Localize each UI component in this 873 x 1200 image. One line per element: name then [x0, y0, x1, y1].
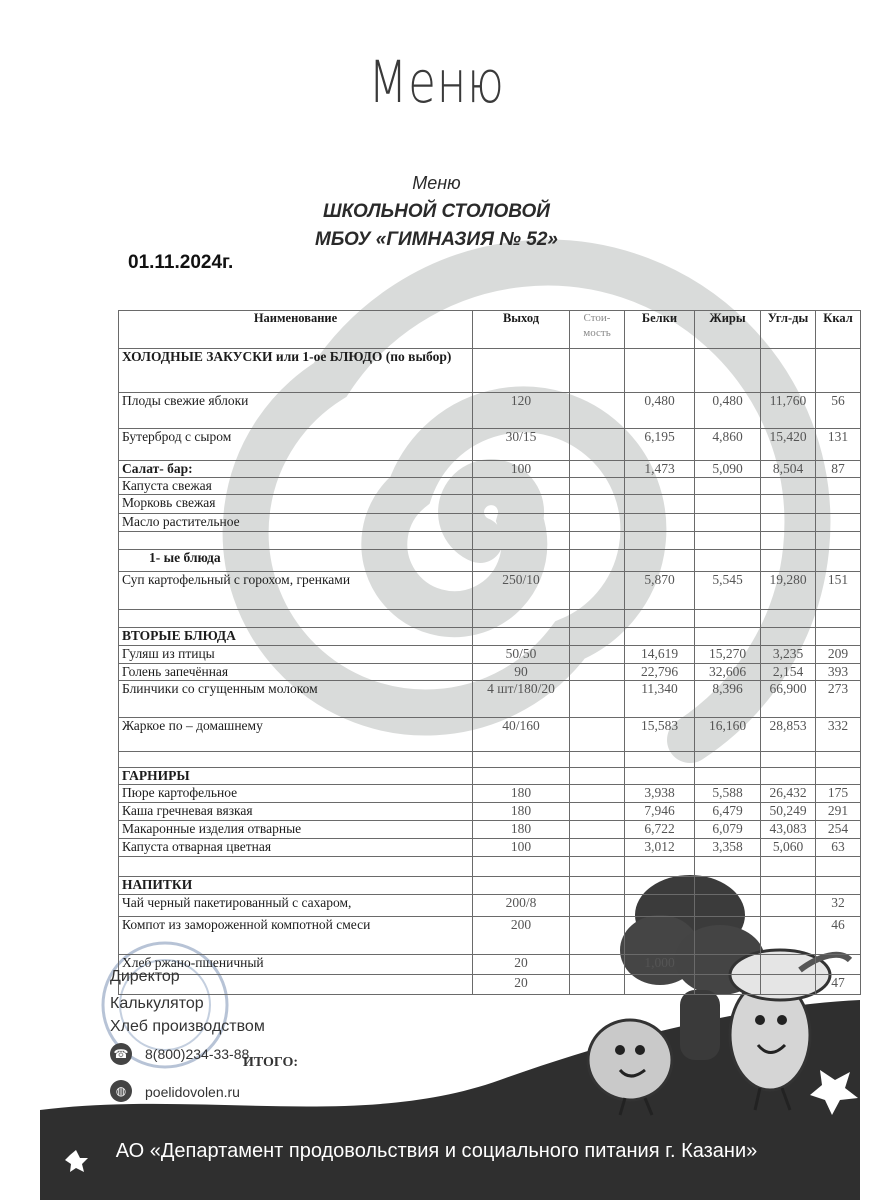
- fat-cell: [695, 532, 761, 550]
- kcal-cell: 131: [816, 429, 861, 461]
- dish-name-cell: Капуста отварная цветная: [119, 839, 473, 857]
- dish-name-cell: Салат- бар:: [119, 461, 473, 478]
- protein-cell: 14,619: [625, 646, 695, 664]
- carbs-cell: [761, 495, 816, 514]
- protein-cell: 22,796: [625, 664, 695, 681]
- dish-name-cell: 1- ые блюда: [119, 550, 473, 572]
- kcal-cell: 56: [816, 393, 861, 429]
- cost-cell: [570, 803, 625, 821]
- cost-cell: [570, 917, 625, 955]
- protein-cell: [625, 478, 695, 495]
- protein-cell: 1,473: [625, 461, 695, 478]
- cost-cell: [570, 877, 625, 895]
- table-row: [119, 495, 861, 514]
- table-row: [119, 514, 861, 532]
- table-row: [119, 821, 861, 839]
- col-cost-header: Стои-мость: [570, 311, 625, 349]
- school-heading: МБОУ «ГИМНАЗИЯ № 52»: [315, 229, 558, 250]
- col-output-header: Выход: [473, 311, 570, 349]
- cost-cell: [570, 610, 625, 628]
- dish-name-cell: Гуляш из птицы: [119, 646, 473, 664]
- table-row: [119, 393, 861, 429]
- kcal-cell: 87: [816, 461, 861, 478]
- carbs-cell: 50,249: [761, 803, 816, 821]
- cost-cell: [570, 857, 625, 877]
- table-row: [119, 664, 861, 681]
- carbs-cell: [761, 610, 816, 628]
- protein-cell: [625, 752, 695, 768]
- fat-cell: [695, 514, 761, 532]
- globe-icon: ◍: [110, 1080, 132, 1102]
- fat-cell: [695, 768, 761, 785]
- cost-cell: [570, 718, 625, 752]
- carbs-cell: 26,432: [761, 785, 816, 803]
- fat-cell: [695, 917, 761, 955]
- table-row: [119, 768, 861, 785]
- table-row: [119, 955, 861, 975]
- protein-cell: 11,340: [625, 681, 695, 718]
- kcal-cell: [816, 495, 861, 514]
- table-row: [119, 917, 861, 955]
- output-cell: [473, 514, 570, 532]
- protein-cell: 6,722: [625, 821, 695, 839]
- output-cell: [473, 857, 570, 877]
- table-row: [119, 550, 861, 572]
- protein-cell: 3,938: [625, 785, 695, 803]
- carbs-cell: [761, 349, 816, 393]
- output-cell: [473, 478, 570, 495]
- kcal-cell: [816, 877, 861, 895]
- table-row: [119, 681, 861, 718]
- kcal-cell: [816, 610, 861, 628]
- fat-cell: [695, 628, 761, 646]
- fat-cell: [695, 877, 761, 895]
- cost-cell: [570, 975, 625, 995]
- cost-cell: [570, 768, 625, 785]
- table-row: [119, 718, 861, 752]
- stamp-calculator: Калькулятор: [110, 995, 204, 1012]
- carbs-cell: [761, 514, 816, 532]
- carbs-cell: 19,280: [761, 572, 816, 610]
- fat-cell: 4,860: [695, 429, 761, 461]
- output-cell: 4 шт/180/20: [473, 681, 570, 718]
- cost-cell: [570, 646, 625, 664]
- phone-icon: ☎: [110, 1043, 132, 1065]
- table-row: [119, 461, 861, 478]
- dish-name-cell: Масло растительное: [119, 514, 473, 532]
- dish-name-cell: Морковь свежая: [119, 495, 473, 514]
- output-cell: [473, 752, 570, 768]
- table-row: [119, 572, 861, 610]
- col-carbs-header: Угл-ды: [761, 311, 816, 349]
- kcal-cell: 32: [816, 895, 861, 917]
- fat-cell: 16,160: [695, 718, 761, 752]
- kcal-cell: 393: [816, 664, 861, 681]
- output-cell: [473, 610, 570, 628]
- output-cell: [473, 768, 570, 785]
- dish-name-cell: Хлеб ржано-пшеничный: [119, 955, 473, 975]
- menu-table: [118, 310, 861, 995]
- carbs-cell: 5,060: [761, 839, 816, 857]
- protein-cell: 5,870: [625, 572, 695, 610]
- fat-cell: 3,358: [695, 839, 761, 857]
- kcal-cell: 254: [816, 821, 861, 839]
- total-label: ИТОГО:: [243, 1055, 299, 1070]
- kcal-cell: [816, 550, 861, 572]
- cost-cell: [570, 478, 625, 495]
- cost-cell: [570, 349, 625, 393]
- dish-name-cell: НАПИТКИ: [119, 877, 473, 895]
- kcal-cell: 273: [816, 681, 861, 718]
- kcal-cell: [816, 857, 861, 877]
- fat-cell: 0,480: [695, 393, 761, 429]
- fat-cell: 5,588: [695, 785, 761, 803]
- output-cell: 20: [473, 975, 570, 995]
- protein-cell: [625, 768, 695, 785]
- fat-cell: [695, 550, 761, 572]
- carbs-cell: 2,154: [761, 664, 816, 681]
- kcal-cell: [816, 768, 861, 785]
- protein-cell: [625, 895, 695, 917]
- fat-cell: [695, 955, 761, 975]
- kcal-cell: 151: [816, 572, 861, 610]
- kcal-cell: 209: [816, 646, 861, 664]
- cost-cell: [570, 628, 625, 646]
- fat-cell: [695, 495, 761, 514]
- table-row: [119, 975, 861, 995]
- carbs-cell: [761, 857, 816, 877]
- fat-cell: 6,479: [695, 803, 761, 821]
- carbs-cell: [761, 955, 816, 975]
- output-cell: 200/8: [473, 895, 570, 917]
- dish-name-cell: Макаронные изделия отварные: [119, 821, 473, 839]
- output-cell: 180: [473, 821, 570, 839]
- kcal-cell: 332: [816, 718, 861, 752]
- carbs-cell: [761, 768, 816, 785]
- protein-cell: 15,583: [625, 718, 695, 752]
- fat-cell: 5,090: [695, 461, 761, 478]
- cost-cell: [570, 752, 625, 768]
- protein-cell: 6,195: [625, 429, 695, 461]
- output-cell: 180: [473, 785, 570, 803]
- output-cell: [473, 495, 570, 514]
- cost-cell: [570, 839, 625, 857]
- dish-name-cell: ВТОРЫЕ БЛЮДА: [119, 628, 473, 646]
- table-row: [119, 532, 861, 550]
- dish-name-cell: ХОЛОДНЫЕ ЗАКУСКИ или 1-ое БЛЮДО (по выбор): [119, 349, 473, 393]
- fat-cell: [695, 478, 761, 495]
- handwritten-title: Меню: [368, 48, 505, 116]
- dish-name-cell: [119, 752, 473, 768]
- carbs-cell: [761, 550, 816, 572]
- carbs-cell: [761, 877, 816, 895]
- kcal-cell: 63: [816, 839, 861, 857]
- dish-name-cell: Блинчики со сгущенным молоком: [119, 681, 473, 718]
- output-cell: 250/10: [473, 572, 570, 610]
- kcal-cell: [816, 955, 861, 975]
- carbs-cell: 66,900: [761, 681, 816, 718]
- dish-name-cell: Плоды свежие яблоки: [119, 393, 473, 429]
- table-row: [119, 803, 861, 821]
- carbs-cell: [761, 975, 816, 995]
- kcal-cell: [816, 752, 861, 768]
- output-cell: 100: [473, 839, 570, 857]
- carbs-cell: [761, 917, 816, 955]
- table-row: [119, 349, 861, 393]
- table-row: [119, 857, 861, 877]
- fat-cell: 6,079: [695, 821, 761, 839]
- protein-cell: [625, 628, 695, 646]
- protein-cell: [625, 857, 695, 877]
- carbs-cell: [761, 895, 816, 917]
- carbs-cell: [761, 532, 816, 550]
- carbs-cell: [761, 628, 816, 646]
- kcal-cell: 175: [816, 785, 861, 803]
- kcal-cell: [816, 349, 861, 393]
- fat-cell: [695, 975, 761, 995]
- output-cell: 100: [473, 461, 570, 478]
- dish-name-cell: Капуста свежая: [119, 478, 473, 495]
- output-cell: [473, 877, 570, 895]
- cost-cell: [570, 681, 625, 718]
- menu-heading: Меню: [412, 173, 461, 193]
- dish-name-cell: [119, 610, 473, 628]
- kcal-cell: 47: [816, 975, 861, 995]
- col-fat-header: Жиры: [695, 311, 761, 349]
- carbs-cell: 11,760: [761, 393, 816, 429]
- protein-cell: [625, 349, 695, 393]
- cost-cell: [570, 550, 625, 572]
- kcal-cell: [816, 514, 861, 532]
- output-cell: [473, 550, 570, 572]
- dish-name-cell: Суп картофельный с горохом, гренками: [119, 572, 473, 610]
- output-cell: 200: [473, 917, 570, 955]
- cost-cell: [570, 429, 625, 461]
- protein-cell: [625, 514, 695, 532]
- table-row: [119, 646, 861, 664]
- kcal-cell: [816, 532, 861, 550]
- table-row: [119, 478, 861, 495]
- protein-cell: [625, 917, 695, 955]
- cost-cell: [570, 895, 625, 917]
- protein-cell: [625, 610, 695, 628]
- canteen-heading: ШКОЛЬНОЙ СТОЛОВОЙ: [323, 201, 550, 222]
- cost-cell: [570, 664, 625, 681]
- fat-cell: [695, 895, 761, 917]
- cost-cell: [570, 514, 625, 532]
- cost-cell: [570, 495, 625, 514]
- stamp-director: Директор: [110, 968, 180, 985]
- fat-cell: 15,270: [695, 646, 761, 664]
- table-header-row: [119, 311, 861, 349]
- dish-name-cell: Бутерброд с сыром: [119, 429, 473, 461]
- protein-cell: 0,480: [625, 393, 695, 429]
- output-cell: [473, 628, 570, 646]
- carbs-cell: 15,420: [761, 429, 816, 461]
- table-row: [119, 429, 861, 461]
- table-row: [119, 839, 861, 857]
- table-row: [119, 895, 861, 917]
- dish-name-cell: [119, 532, 473, 550]
- output-cell: 30/15: [473, 429, 570, 461]
- carbs-cell: 43,083: [761, 821, 816, 839]
- stamp-production: Хлеб производством: [110, 1018, 265, 1035]
- dish-name-cell: ГАРНИРЫ: [119, 768, 473, 785]
- fat-cell: 5,545: [695, 572, 761, 610]
- fat-cell: [695, 857, 761, 877]
- kcal-cell: [816, 478, 861, 495]
- output-cell: 120: [473, 393, 570, 429]
- cost-cell: [570, 532, 625, 550]
- col-name-header: Наименование: [119, 311, 473, 349]
- dish-name-cell: Голень запечённая: [119, 664, 473, 681]
- footer-organization: АО «Департамент продовольствия и социального питания г. Казани»: [115, 1140, 758, 1162]
- cost-cell: [570, 461, 625, 478]
- table-row: [119, 628, 861, 646]
- table-row: [119, 877, 861, 895]
- table-row: [119, 785, 861, 803]
- carbs-cell: [761, 478, 816, 495]
- carbs-cell: 8,504: [761, 461, 816, 478]
- menu-date: 01.11.2024г.: [128, 252, 234, 273]
- dish-name-cell: Чай черный пакетированный с сахаром,: [119, 895, 473, 917]
- cost-cell: [570, 572, 625, 610]
- protein-cell: 3,012: [625, 839, 695, 857]
- col-protein-header: Белки: [625, 311, 695, 349]
- fat-cell: [695, 349, 761, 393]
- cost-cell: [570, 393, 625, 429]
- protein-cell: 1,000: [625, 955, 695, 975]
- carbs-cell: 3,235: [761, 646, 816, 664]
- protein-cell: [625, 877, 695, 895]
- contact-site: poelidovolen.ru: [145, 1084, 240, 1100]
- carbs-cell: 28,853: [761, 718, 816, 752]
- dish-name-cell: Пюре картофельное: [119, 785, 473, 803]
- cost-cell: [570, 955, 625, 975]
- kcal-cell: [816, 628, 861, 646]
- table-row: [119, 610, 861, 628]
- dish-name-cell: Компот из замороженной компотной смеси: [119, 917, 473, 955]
- output-cell: 40/160: [473, 718, 570, 752]
- kcal-cell: 46: [816, 917, 861, 955]
- protein-cell: [625, 532, 695, 550]
- dish-name-cell: Каша гречневая вязкая: [119, 803, 473, 821]
- dish-name-cell: [119, 857, 473, 877]
- protein-cell: [625, 495, 695, 514]
- protein-cell: [625, 550, 695, 572]
- cost-cell: [570, 821, 625, 839]
- fat-cell: 32,606: [695, 664, 761, 681]
- output-cell: 20: [473, 955, 570, 975]
- output-cell: 180: [473, 803, 570, 821]
- output-cell: [473, 349, 570, 393]
- kcal-cell: 291: [816, 803, 861, 821]
- fat-cell: [695, 610, 761, 628]
- protein-cell: 7,946: [625, 803, 695, 821]
- output-cell: [473, 532, 570, 550]
- carbs-cell: [761, 752, 816, 768]
- fat-cell: 8,396: [695, 681, 761, 718]
- dish-name-cell: Жаркое по – домашнему: [119, 718, 473, 752]
- menu-body: [119, 349, 861, 995]
- protein-cell: [625, 975, 695, 995]
- fat-cell: [695, 752, 761, 768]
- output-cell: 90: [473, 664, 570, 681]
- table-row: [119, 752, 861, 768]
- contact-phone: 8(800)234-33-88: [145, 1046, 250, 1062]
- cost-cell: [570, 785, 625, 803]
- output-cell: 50/50: [473, 646, 570, 664]
- col-kcal-header: Ккал: [816, 311, 861, 349]
